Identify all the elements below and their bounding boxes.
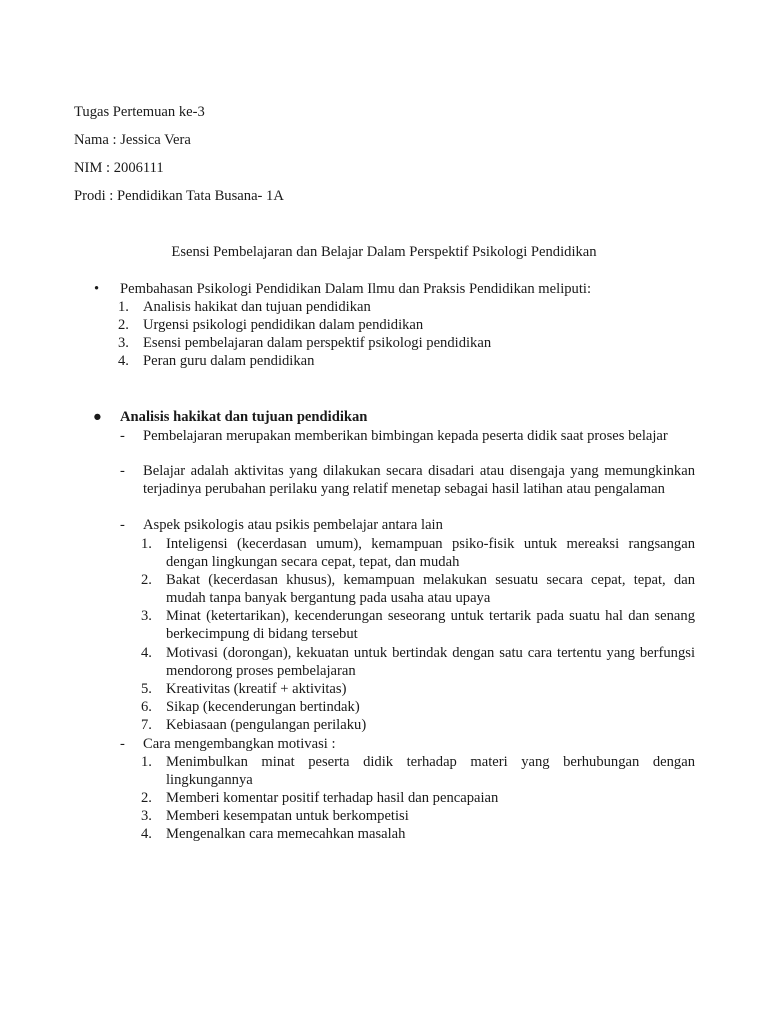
list-number: 2. [118,317,129,333]
intro-text: Pembahasan Psikologi Pendidikan Dalam Ilmu dan Praksis Pendidikan meliputi: [120,281,592,297]
list-item: Urgensi psikologi pendidikan dalam pendidikan [143,317,424,333]
list-item: Minat (ketertarikan), kecenderungan seseorang untuk tertarik pada suatu hal dan senang berkecimpung di bidang tersebut [166,608,695,642]
bullet-icon: ● [93,409,102,425]
document-title: Esensi Pembelajaran dan Belajar Dalam Perspektif Psikologi Pendidikan [171,244,597,260]
dash-icon: - [120,428,125,444]
list-number: 2. [141,572,152,588]
list-number: 4. [141,645,152,661]
dash-point: Belajar adalah aktivitas yang dilakukan secara disadari atau disengaja yang memungkinkan terjadinya perubahan perilaku yang relatif menetap sebagai hasil latihan atau pengalaman [143,463,695,497]
list-number: 6. [141,699,152,715]
bullet-icon: • [94,281,100,297]
list-item: Mengenalkan cara memecahkan masalah [166,826,406,842]
list-item: Memberi komentar positif terhadap hasil dan pencapaian [166,790,499,806]
assignment-line: Tugas Pertemuan ke-3 [74,104,205,120]
dash-icon: - [120,517,125,533]
list-number: 4. [141,826,152,842]
list-number: 5. [141,681,152,697]
list-item: Analisis hakikat dan tujuan pendidikan [143,299,371,315]
list-number: 4. [118,353,129,369]
list-number: 3. [118,335,129,351]
list-item: Peran guru dalam pendidikan [143,353,315,369]
dash-point: Cara mengembangkan motivasi : [143,736,336,752]
dash-point: Aspek psikologis atau psikis pembelajar antara lain [143,517,443,533]
list-item: Sikap (kecenderungan bertindak) [166,699,360,715]
name-line: Nama : Jessica Vera [74,132,191,148]
list-number: 1. [118,299,129,315]
list-number: 2. [141,790,152,806]
dash-icon: - [120,463,125,479]
list-item: Menimbulkan minat peserta didik terhadap materi yang berhubungan dengan lingkungannya [166,754,695,788]
list-number: 1. [141,754,152,770]
list-item: Memberi kesempatan untuk berkompetisi [166,808,409,824]
dash-point: Pembelajaran merupakan memberikan bimbingan kepada peserta didik saat proses belajar [143,428,668,444]
list-number: 3. [141,608,152,624]
list-number: 3. [141,808,152,824]
list-item: Inteligensi (kecerdasan umum), kemampuan psiko-fisik untuk mereaksi rangsangan dengan lingkungan secara cepat, tepat, dan mudah [166,536,695,570]
nim-line: NIM : 2006111 [74,160,164,176]
prodi-line: Prodi : Pendidikan Tata Busana- 1A [74,188,284,204]
list-item: Motivasi (dorongan), kekuatan untuk bertindak dengan satu cara tertentu yang berfungsi mendorong proses pembelajaran [166,645,695,679]
list-number: 7. [141,717,152,733]
list-item: Kreativitas (kreatif + aktivitas) [166,681,347,697]
section-heading: Analisis hakikat dan tujuan pendidikan [120,409,368,425]
dash-icon: - [120,736,125,752]
list-item: Kebiasaan (pengulangan perilaku) [166,717,367,733]
list-item: Bakat (kecerdasan khusus), kemampuan melakukan sesuatu secara cepat, tepat, dan mudah tanpa banyak bergantung pada usaha atau upaya [166,572,695,606]
list-item: Esensi pembelajaran dalam perspektif psikologi pendidikan [143,335,492,351]
list-number: 1. [141,536,152,552]
